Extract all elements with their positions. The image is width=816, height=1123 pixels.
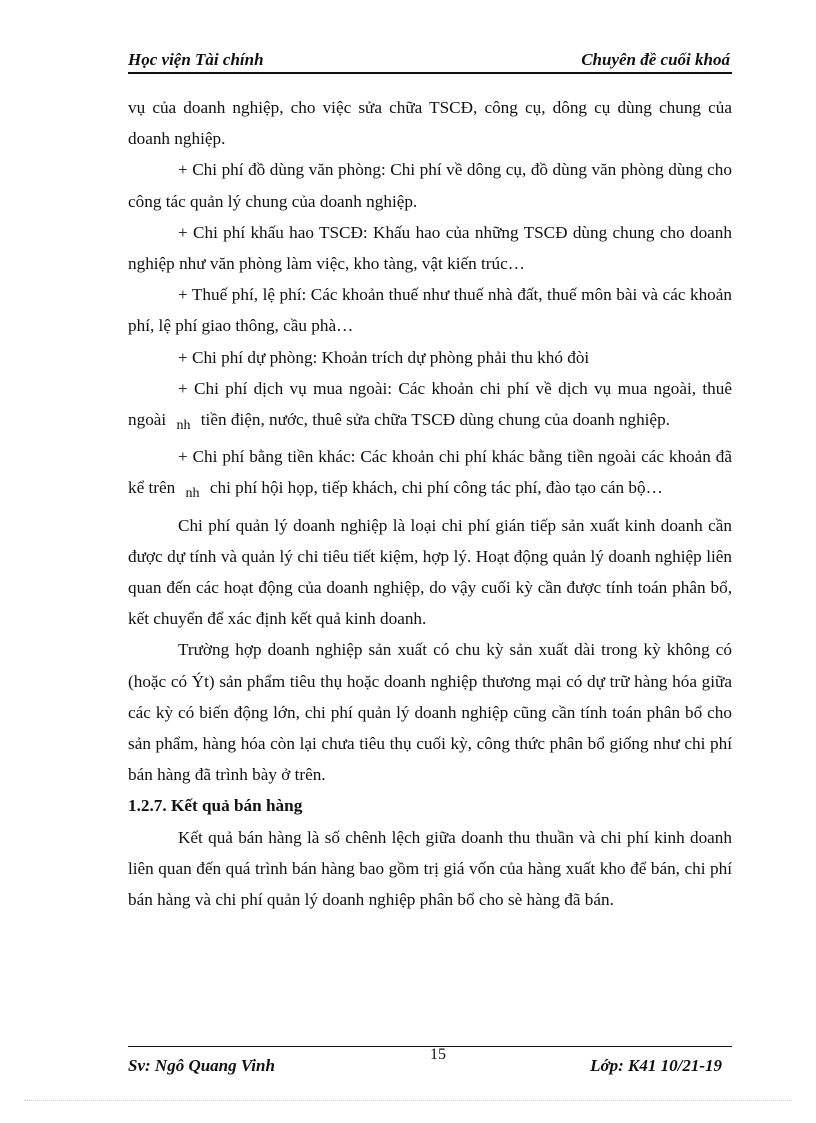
text-run-nh: nh <box>176 418 191 434</box>
page-header <box>128 48 732 74</box>
page-edge-dotted-line <box>24 1100 792 1101</box>
paragraph-provisions: + Chi phí dự phòng: Khoản trích dự phòng phải thu khó đòi <box>178 347 590 367</box>
paragraph-taxes-fees: + Thuế phí, lệ phí: Các khoản thuế như thuế nhà đất, thuế môn bài và các khoản phí, lệ phí giao thông, cầu phà… <box>128 285 732 336</box>
header-document-type: Chuyên đề cuối khoá <box>581 50 730 69</box>
text-run-nh: nh <box>185 486 200 502</box>
paragraph-depreciation: + Chi phí khấu hao TSCĐ: Khấu hao của những TSCĐ dùng chung cho doanh nghiệp như văn phòng làm việc, kho tàng, vật kiến trúc… <box>128 222 732 274</box>
paragraph-management-costs: Chi phí quản lý doanh nghiệp là loại chi phí gián tiếp sản xuất kinh doanh cần được dự tính và quản lý chi tiêu tiết kiệm, hợp lý. Hoạt động quản lý doanh nghiệp liên quan đến các hoạt động của doanh nghiệp, do vậy cuối kỳ cần được tính toán phân bổ, kết chuyển để xác định kết quả kinh doanh. <box>128 515 732 629</box>
page-number: 15 <box>430 1046 446 1063</box>
footer-student: Sv: Ngô Quang Vinh <box>128 1056 275 1075</box>
header-institution: Học viện Tài chính <box>128 50 264 69</box>
paragraph-sales-result: Kết quả bán hàng là số chênh lệch giữa doanh thu thuần và chi phí kinh doanh liên quan đến quá trình bán hàng bao gồm trị giá vốn của hàng xuất kho để bán, chi phí bán hàng và chi phí quản lý doanh nghiệp phân bổ cho sè hàng đã bán. <box>128 827 732 910</box>
text-run: tiền điện, nước, thuê sửa chữa TSCĐ dùng chung của doanh nghiệp. <box>200 410 670 430</box>
text-run: + Chi phí bằng tiền khác: Các khoản chi phí khác bằng tiền ngoài các khoản đã kể trên <box>128 447 732 498</box>
header-rule <box>128 72 732 74</box>
section-heading: 1.2.7. Kết quả bán hàng <box>128 796 303 816</box>
paragraph-other-cash-expenses <box>128 441 732 509</box>
footer-class: Lớp: K41 10/21-19 <box>590 1056 722 1075</box>
paragraph-outsourced-services <box>128 373 732 441</box>
page-footer <box>128 1046 732 1086</box>
text-run: chi phí hội họp, tiếp khách, chi phí công tác phí, đào tạo cán bộ… <box>209 478 663 498</box>
text-run: + Chi phí dịch vụ mua ngoài: Các khoản chi phí về dịch vụ mua ngoài, thuê ngoài <box>128 378 732 430</box>
paragraph-continuation: vụ của doanh nghiệp, cho việc sửa chữa TSCĐ, công cụ, dông cụ dùng chung của doanh nghiệp. <box>128 98 732 149</box>
page-body <box>128 92 732 915</box>
paragraph-office-supplies: + Chi phí đồ dùng văn phòng: Chi phí về dông cụ, đồ dùng văn phòng dùng cho công tác quản lý chung của doanh nghiệp. <box>128 160 732 211</box>
paragraph-allocation-case: Trường hợp doanh nghiệp sản xuất có chu kỳ sản xuất dài trong kỳ không có (hoặc có Ýt) sản phẩm tiêu thụ hoặc doanh nghiệp thương mại có dự trữ hàng hóa giữa các kỳ có biến động lớn, chi phí quản lý doanh nghiệp cũng cần tính toán phân bổ cho sản phẩm, hàng hóa còn lại chưa tiêu thụ cuối kỳ, công thức phân bổ giống như chi phí bán hàng đã trình bày ở trên. <box>128 640 732 785</box>
